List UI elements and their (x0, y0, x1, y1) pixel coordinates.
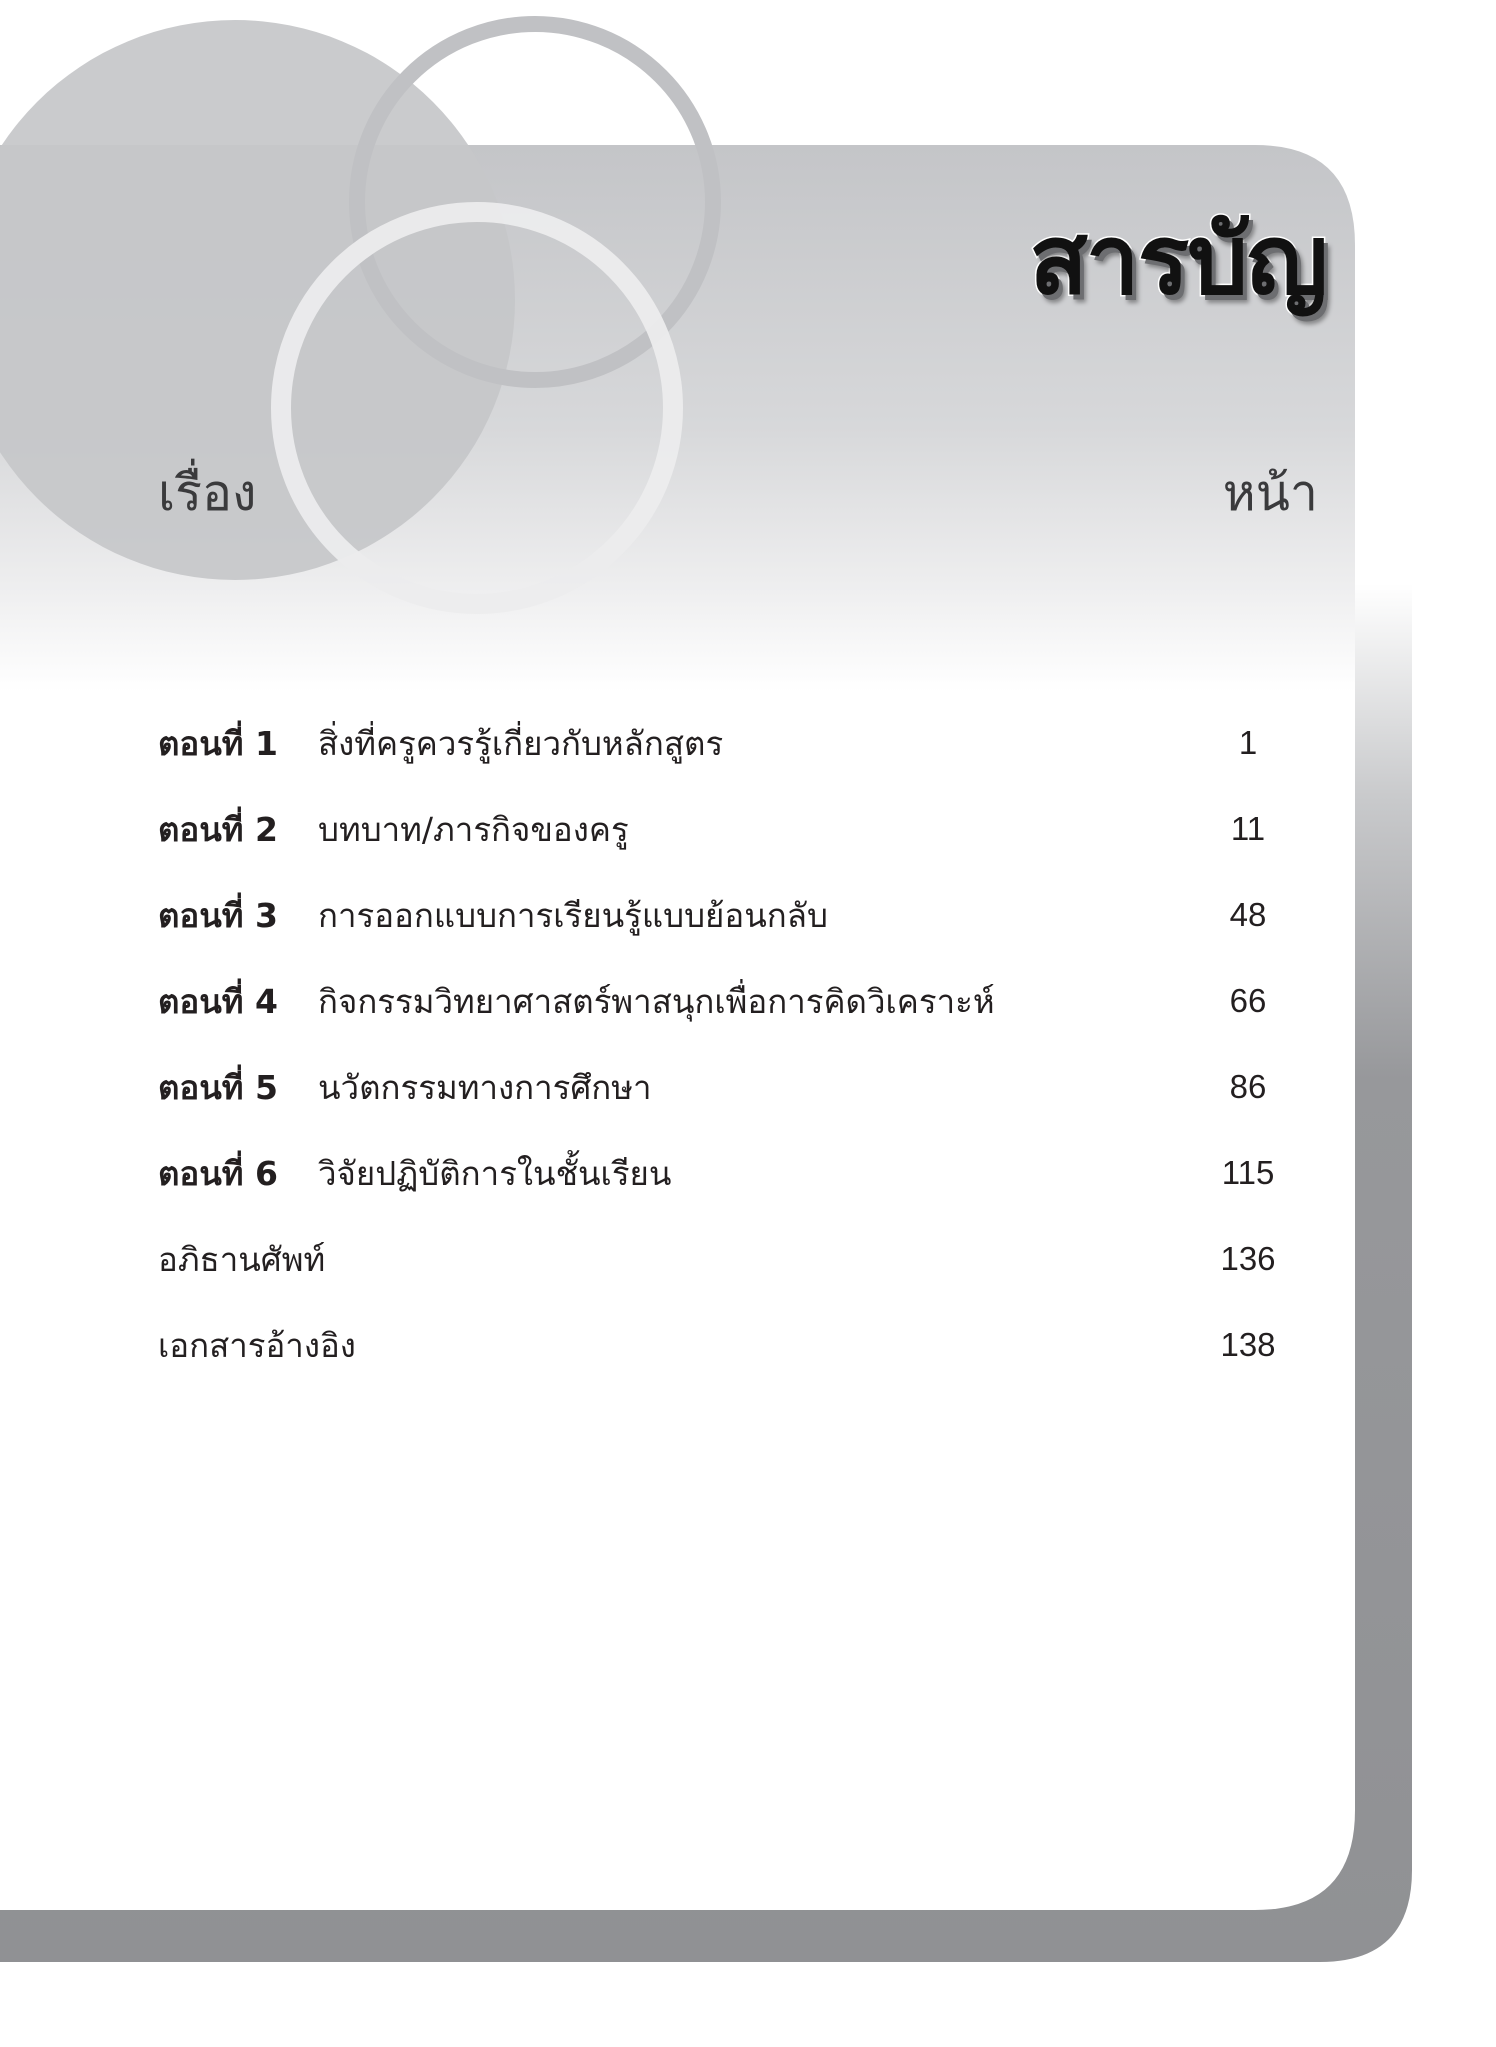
chapter-number: ตอนที่ 2 (158, 809, 279, 849)
page-number: 48 (1229, 896, 1267, 933)
section-title: เอกสารอ้างอิง (158, 1325, 356, 1365)
toc-entry[interactable] (158, 786, 1298, 872)
chapter-number: ตอนที่ 6 (158, 1153, 279, 1193)
chapter-title: บทบาท/ภารกิจของครู (318, 809, 629, 849)
page-number: 66 (1229, 982, 1267, 1019)
toc-entry[interactable] (158, 700, 1298, 786)
page-title: สารบัญ (1029, 204, 1326, 316)
chapter-title: สิ่งที่ครูควรรู้เกี่ยวกับหลักสูตร (318, 723, 724, 763)
page-number: 136 (1220, 1240, 1276, 1277)
chapter-number: ตอนที่ 1 (158, 723, 279, 763)
section-title: อภิธานศัพท์ (158, 1239, 326, 1279)
chapter-title: นวัตกรรมทางการศึกษา (318, 1067, 652, 1107)
chapter-number: ตอนที่ 5 (158, 1067, 279, 1107)
page-number: 138 (1220, 1326, 1276, 1363)
toc-entry[interactable] (158, 872, 1298, 958)
toc-entry-glossary[interactable] (158, 1216, 1298, 1302)
chapter-number: ตอนที่ 3 (158, 895, 279, 935)
toc-entry-references[interactable] (158, 1302, 1298, 1388)
toc-entry[interactable] (158, 1130, 1298, 1216)
chapter-title: วิจัยปฏิบัติการในชั้นเรียน (318, 1153, 672, 1193)
chapter-number: ตอนที่ 4 (158, 981, 279, 1021)
chapter-title: การออกแบบการเรียนรู้แบบย้อนกลับ (318, 895, 828, 935)
page-number: 115 (1221, 1154, 1275, 1191)
column-header-page: หน้า (1222, 464, 1318, 522)
table-of-contents (158, 700, 1298, 1388)
page-number: 1 (1238, 724, 1258, 761)
chapter-title: กิจกรรมวิทยาศาสตร์พาสนุกเพื่อการคิดวิเคราะห์ (318, 981, 995, 1021)
column-header-topic: เรื่อง (158, 464, 257, 522)
page-number: 86 (1229, 1068, 1267, 1105)
toc-entry[interactable] (158, 1044, 1298, 1130)
toc-entry[interactable] (158, 958, 1298, 1044)
page-number: 11 (1230, 810, 1266, 847)
